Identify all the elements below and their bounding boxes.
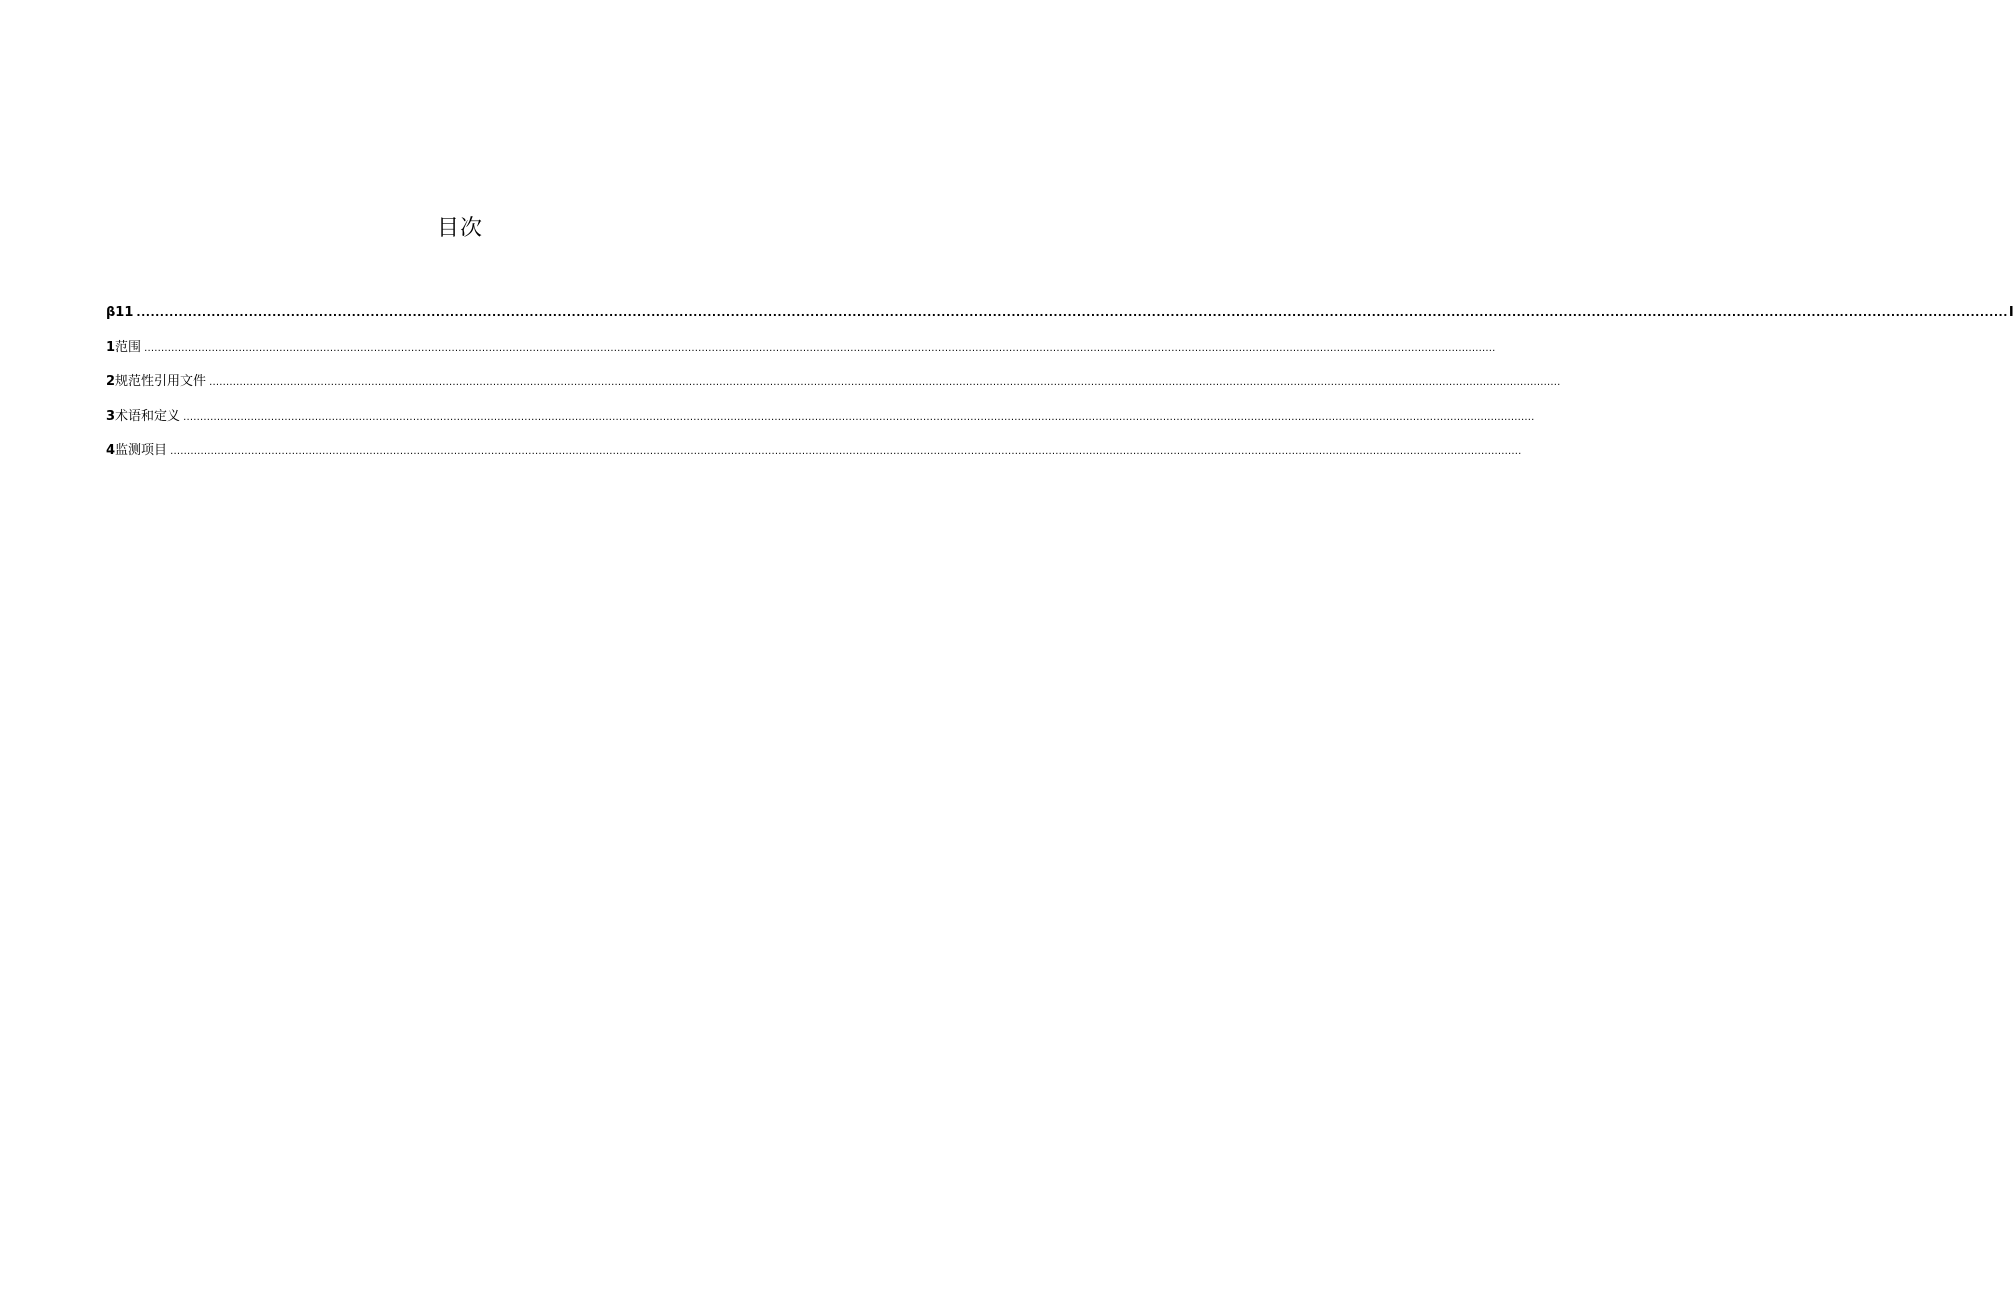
toc-entry-label: 术语和定义 <box>115 408 181 424</box>
page-title: 目次 <box>436 216 483 241</box>
toc-leader-dots: ................................................................................................................................................................................................................................................................................................................................................................................................................ <box>136 306 2008 319</box>
toc-entry-monitoring-items[interactable] <box>106 440 1522 462</box>
toc-entry-label: 范围 <box>115 339 142 355</box>
toc-leader-dots: ................................................................................................................................................................................................................................................................................................................................................................................................................ <box>183 411 1535 423</box>
toc-entry-label: 监测项目 <box>115 443 168 458</box>
toc-leader-dots: ................................................................................................................................................................................................................................................................................................................................................................................................................ <box>209 377 1561 388</box>
toc-entry-number: 2 <box>106 374 116 389</box>
toc-leader-dots: ................................................................................................................................................................................................................................................................................................................................................................................................................ <box>170 446 1522 457</box>
toc-entry-terms-definitions[interactable] <box>106 406 1535 428</box>
table-of-contents <box>106 302 2014 475</box>
toc-entry-label: 规范性引用文件 <box>115 374 207 389</box>
toc-entry-number: 3 <box>106 408 116 424</box>
toc-entry-number: 4 <box>106 443 116 458</box>
toc-entry-number: β11 <box>106 305 134 320</box>
toc-entry-scope[interactable] <box>106 337 1496 359</box>
toc-entry-normative-references[interactable] <box>106 371 1561 393</box>
toc-entry-page: I <box>2008 305 2014 320</box>
toc-entry-number: 1 <box>106 339 116 355</box>
toc-entry-foreword[interactable] <box>106 302 2014 324</box>
toc-leader-dots: ................................................................................................................................................................................................................................................................................................................................................................................................................ <box>144 342 1496 354</box>
